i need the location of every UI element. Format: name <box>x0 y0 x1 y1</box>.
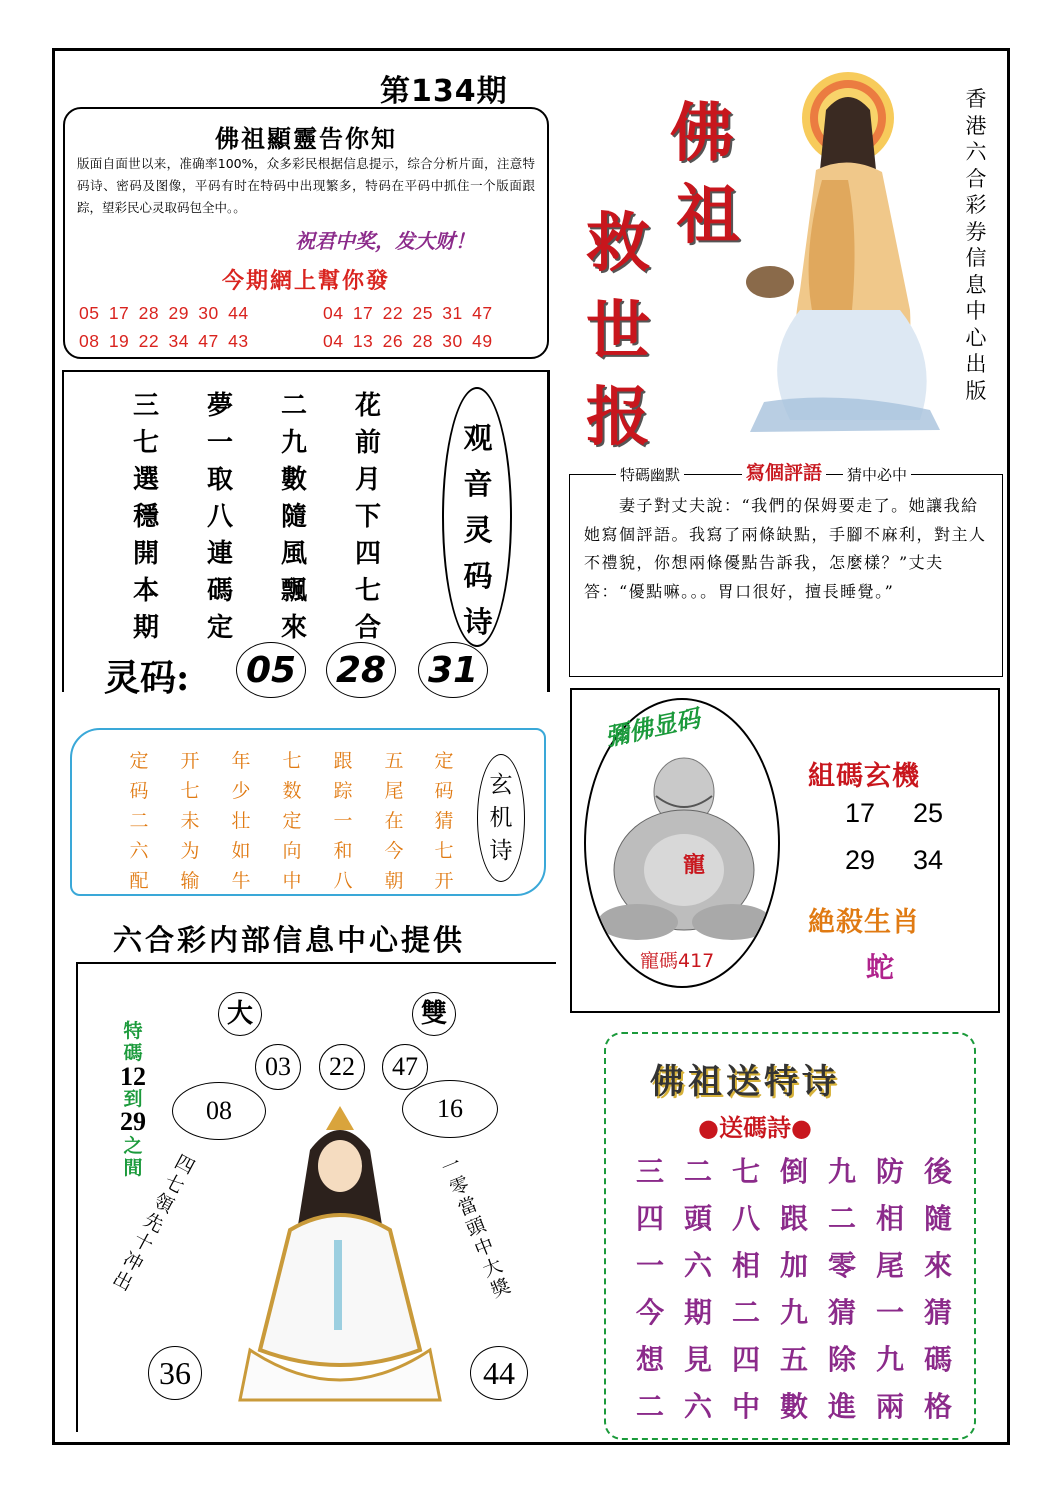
number-row-2a: 08 19 22 34 47 43 <box>79 331 249 351</box>
poem-char: 選 <box>132 465 159 495</box>
mystic-char: 向 <box>282 840 302 862</box>
mystic-char: 八 <box>333 870 353 892</box>
poem-char: 穩 <box>132 502 159 532</box>
title-char-2: 祖 <box>676 178 740 253</box>
mystic-char: 如 <box>231 840 251 862</box>
mystic-column <box>381 746 407 896</box>
mystic-char: 七 <box>282 750 302 772</box>
buddha-chong-char: 寵 <box>683 853 706 878</box>
gift-char: 猜 <box>923 1296 952 1329</box>
provider-line: 六合彩内部信息中心提供 <box>113 923 466 957</box>
mystic-column <box>279 746 305 896</box>
right-verse: 一零當頭中大獎 <box>438 1152 514 1303</box>
bottom-left-number: 36 <box>148 1346 202 1400</box>
gift-char: 六 <box>683 1390 712 1423</box>
mystic-char: 一 <box>333 810 353 832</box>
poem-char: 本 <box>132 576 159 606</box>
poem-char: 下 <box>354 502 381 532</box>
lingma-number: 28 <box>326 642 396 698</box>
gift-char: 相 <box>731 1249 760 1282</box>
guanyin-poem-box-edge <box>547 370 550 692</box>
guanyin-seated-image <box>230 1100 450 1410</box>
gift-char: 猜 <box>827 1296 856 1329</box>
notice-subtitle: 今期網上幫你發 <box>221 268 390 294</box>
mystic-column <box>228 746 254 896</box>
mystic-char: 开 <box>434 870 454 892</box>
right-oval-number: 16 <box>402 1080 498 1138</box>
top-number: 47 <box>382 1044 428 1090</box>
mystic-char: 七 <box>434 840 454 862</box>
combo-title: 組碼玄機 <box>808 761 920 792</box>
poem-char: 八 <box>206 502 233 532</box>
gift-char: 中 <box>731 1390 760 1423</box>
title-char-5: 报 <box>586 380 650 455</box>
joke-header-left: 特碼幽默 <box>616 464 684 485</box>
mystic-poem-title-oval <box>477 754 525 882</box>
notice-body: 版面自面世以来，准确率100%，众多彩民根据信息提示，综合分析片面，注意特码诗、密码及图像，平码有时在特码中出现繁多，特码在平码中抓住一个版面跟踪，望彩民心灵取码包全中。。 <box>77 156 535 215</box>
mystic-char: 五 <box>384 750 404 772</box>
gift-char: 九 <box>827 1155 856 1188</box>
combo-number: 34 <box>913 845 944 875</box>
mystic-char: 朝 <box>384 870 404 892</box>
poem-char: 九 <box>280 428 307 458</box>
mystic-poem-title: 玄机诗 <box>489 772 513 864</box>
gift-char: 三 <box>635 1155 664 1188</box>
gift-char: 跟 <box>779 1202 808 1235</box>
joke-body: 妻子對丈夫說：“我們的保姆要走了。她讓我給她寫個評語。我寫了兩條缺點，手腳不麻利，對主人不禮貌，你想兩條優點告訴我，怎麼樣？”丈夫答：“優點嘛。。。胃口很好，擅長睡覺。” <box>584 496 987 601</box>
guanyin-standing-image <box>730 60 955 440</box>
mystic-char: 码 <box>434 780 454 802</box>
mystic-char: 猜 <box>434 810 454 832</box>
gift-char: 倒 <box>779 1155 808 1188</box>
mystic-char: 中 <box>282 870 302 892</box>
poem-char: 取 <box>206 465 233 495</box>
mystic-char: 七 <box>180 780 200 802</box>
gift-poem-subtitle: ●送碼詩● <box>698 1113 812 1142</box>
gift-char: 防 <box>875 1155 904 1188</box>
title-char-3: 救 <box>586 206 650 281</box>
special-label-top: 特碼 <box>123 1020 143 1064</box>
poem-char: 七 <box>354 576 381 606</box>
gift-char: 零 <box>827 1249 856 1282</box>
gift-poem-title: 佛祖送特诗 <box>650 1062 840 1102</box>
poem-char: 合 <box>354 613 381 643</box>
poem-char: 來 <box>280 613 307 643</box>
double-circle: 雙 <box>412 992 456 1036</box>
mystic-column <box>431 746 457 896</box>
gift-char: 九 <box>779 1296 808 1329</box>
gift-char: 格 <box>923 1390 952 1423</box>
combo-number: 25 <box>913 798 944 828</box>
issue-number: 第134期 <box>380 74 508 109</box>
publisher-vertical: 香港六合彩券信息中心出版 <box>965 87 987 403</box>
gift-char: 見 <box>683 1343 712 1376</box>
mystic-char: 踪 <box>333 780 353 802</box>
top-number: 22 <box>319 1044 365 1090</box>
joke-header-title: 寫個評語 <box>742 458 826 485</box>
gift-char: 四 <box>731 1343 760 1376</box>
mystic-char: 定 <box>129 750 149 772</box>
mystic-column <box>177 746 203 896</box>
mystic-char: 配 <box>129 870 149 892</box>
left-oval-number: 08 <box>172 1082 266 1140</box>
notice-title: 佛祖顯靈告你知 <box>215 124 397 153</box>
kill-zodiac-value: 蛇 <box>866 951 895 984</box>
gift-char: 今 <box>635 1296 664 1329</box>
mystic-char: 牛 <box>231 870 251 892</box>
gift-char: 二 <box>635 1390 664 1423</box>
mystic-char: 二 <box>129 810 149 832</box>
gift-char: 一 <box>635 1249 664 1282</box>
poem-char: 開 <box>132 539 159 569</box>
buddha-heading: 彌佛显码 <box>602 703 703 752</box>
gift-char: 後 <box>923 1155 952 1188</box>
poem-char: 一 <box>206 428 233 458</box>
kill-zodiac-title: 絶殺生肖 <box>808 907 920 938</box>
gift-char: 六 <box>683 1249 712 1282</box>
gift-char: 碼 <box>923 1343 952 1376</box>
mystic-column <box>330 746 356 896</box>
notice-wish: 祝君中奖，发大财！ <box>295 229 475 253</box>
special-from: 12 <box>120 1062 146 1091</box>
guanyin-poem-title-oval <box>442 387 512 647</box>
poem-char: 隨 <box>280 502 307 532</box>
mystic-char: 和 <box>333 840 353 862</box>
gift-char: 四 <box>635 1202 664 1235</box>
mystic-char: 码 <box>129 780 149 802</box>
mystic-column <box>126 746 152 896</box>
gift-char: 二 <box>683 1155 712 1188</box>
mystic-char: 六 <box>129 840 149 862</box>
poem-char: 夢 <box>206 391 233 421</box>
poem-char: 定 <box>206 613 233 643</box>
gift-char: 八 <box>731 1202 760 1235</box>
mystic-char: 在 <box>384 810 404 832</box>
gift-char: 九 <box>875 1343 904 1376</box>
mystic-char: 少 <box>231 780 251 802</box>
gift-char: 想 <box>635 1343 664 1376</box>
combo-number: 29 <box>845 845 876 875</box>
mystic-char: 开 <box>180 750 200 772</box>
big-circle: 大 <box>218 992 262 1036</box>
mystic-char: 输 <box>180 870 200 892</box>
gift-char: 數 <box>779 1390 808 1423</box>
poem-char: 期 <box>132 613 159 643</box>
poem-char: 二 <box>280 391 307 421</box>
mystic-char: 为 <box>180 840 200 862</box>
combo-number: 17 <box>845 798 876 828</box>
mystic-char: 壮 <box>231 810 251 832</box>
gift-char: 除 <box>827 1343 856 1376</box>
gift-char: 進 <box>827 1390 856 1423</box>
poem-char: 碼 <box>206 576 233 606</box>
gift-char: 來 <box>923 1249 952 1282</box>
notice-box <box>63 107 549 359</box>
poem-char: 三 <box>132 391 159 421</box>
guanyin-poem-title: 观音灵码诗 <box>463 421 493 639</box>
poem-char: 月 <box>354 465 381 495</box>
bottom-right-number: 44 <box>470 1346 528 1400</box>
mystic-char: 跟 <box>333 750 353 772</box>
mystic-char: 定 <box>434 750 454 772</box>
poem-char: 七 <box>132 428 159 458</box>
mystic-char: 今 <box>384 840 404 862</box>
top-number: 03 <box>255 1044 301 1090</box>
poem-char: 前 <box>354 428 381 458</box>
gift-char: 相 <box>875 1202 904 1235</box>
number-row-1b: 04 17 22 25 31 47 <box>323 303 493 323</box>
lingma-number: 05 <box>236 642 306 698</box>
gift-char: 二 <box>731 1296 760 1329</box>
lingma-number: 31 <box>418 642 488 698</box>
title-char-1: 佛 <box>670 96 734 171</box>
left-verse: 四七領先十冲出 <box>109 1150 199 1296</box>
number-row-1a: 05 17 28 29 30 44 <box>79 303 249 323</box>
mystic-char: 年 <box>231 750 251 772</box>
poem-char: 飄 <box>280 576 307 606</box>
poem-char: 數 <box>280 465 307 495</box>
poem-char: 四 <box>354 539 381 569</box>
lingma-label: 灵码: <box>104 657 190 699</box>
gift-char: 尾 <box>875 1249 904 1282</box>
buddha-code: 寵碼417 <box>640 950 715 972</box>
gift-char: 期 <box>683 1296 712 1329</box>
mystic-char: 未 <box>180 810 200 832</box>
poem-char: 連 <box>206 539 233 569</box>
mystic-char: 数 <box>282 780 302 802</box>
mystic-char: 尾 <box>384 780 404 802</box>
gift-char: 加 <box>779 1249 808 1282</box>
title-char-4: 世 <box>586 294 650 369</box>
special-to: 29 <box>120 1107 146 1136</box>
mystic-char: 定 <box>282 810 302 832</box>
gift-char: 一 <box>875 1296 904 1329</box>
special-range <box>113 1020 153 1179</box>
special-to-label: 到 <box>123 1088 143 1110</box>
gift-char: 二 <box>827 1202 856 1235</box>
poem-char: 花 <box>354 391 381 421</box>
number-row-2b: 04 13 26 28 30 49 <box>323 331 493 351</box>
gift-char: 頭 <box>683 1202 712 1235</box>
poem-char: 風 <box>280 539 307 569</box>
joke-header-right: 猜中必中 <box>843 464 911 485</box>
gift-char: 隨 <box>923 1202 952 1235</box>
gift-char: 七 <box>731 1155 760 1188</box>
gift-char: 兩 <box>875 1390 904 1423</box>
gift-char: 五 <box>779 1343 808 1376</box>
special-label-bottom: 之間 <box>123 1135 143 1179</box>
